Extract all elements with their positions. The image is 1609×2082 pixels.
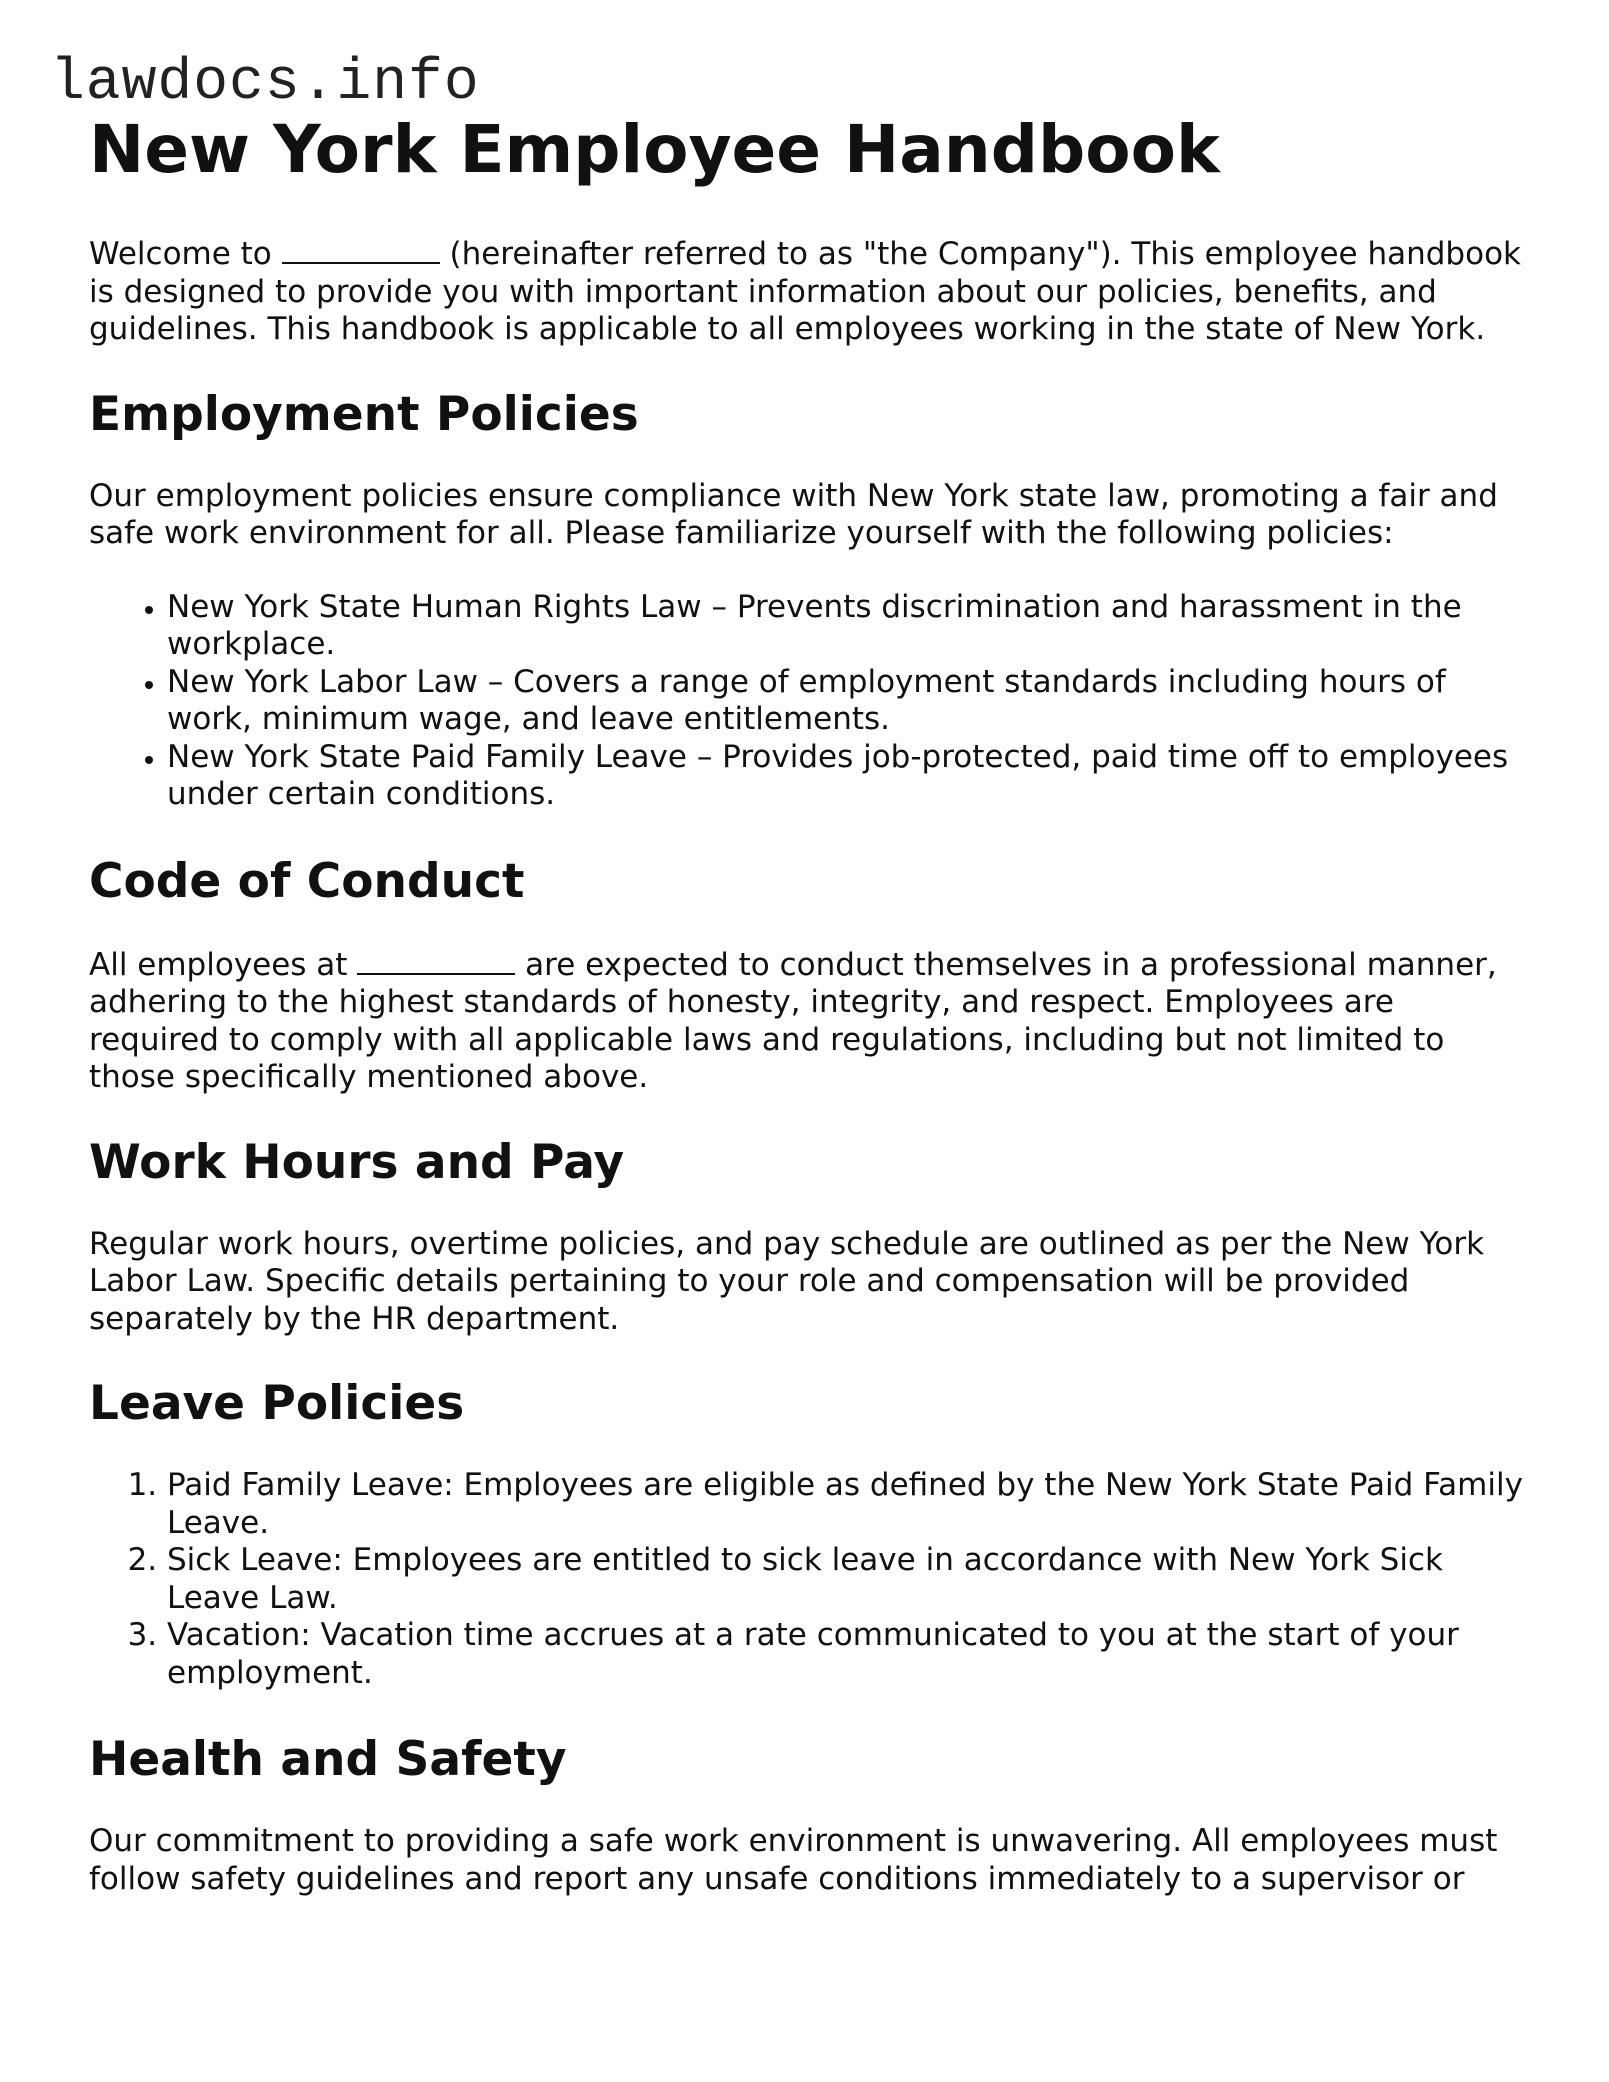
intro-text-end: (hereinafter referred to as "the Company"). This employee handbook is designed to provide you with important information about our policies, benefits, and guidelines. This handbook is applicable to all employees working in the state of New York. [89,236,1521,347]
work-hours-heading: Work Hours and Pay [89,1134,625,1190]
health-safety-text: Our commitment to providing a safe work environment is unwavering. All employees must follow safety guidelines and report any unsafe conditions immediately to a supervisor or [89,1823,1498,1897]
code-of-conduct-heading: Code of Conduct [89,853,525,909]
list-item: • New York State Human Rights Law – Prevents discrimination and harassment in the workplace. [167,589,1529,664]
leave-policies-list [89,1467,1529,1692]
list-item: • New York Labor Law – Covers a range of employment standards including hours of work, minimum wage, and leave entitlements. [167,664,1529,739]
intro-paragraph [89,234,1529,349]
leave-policies-heading: Leave Policies [89,1376,465,1431]
employment-policies-heading: Employment Policies [89,386,639,442]
conduct-text-end: are expected to conduct themselves in a professional manner, adhering to the highest standards of honesty, integrity, and respect. Employees are required to comply with all applicable laws and regulations, including but not limited to those specifically mentioned above. [89,946,1497,1095]
work-hours-text: Regular work hours, overtime policies, and pay schedule are outlined as per the New York Labor Law. Specific details pertaining to your role and compensation will be provided separately by the HR department. [89,1225,1485,1337]
health-safety-heading: Health and Safety [89,1732,567,1787]
company-name-blank [282,234,440,264]
company-name-blank [357,945,515,975]
code-of-conduct-text [89,945,1529,1097]
intro-text-start: Welcome to [89,236,282,272]
document-title: New York Employee Handbook [89,111,1220,188]
site-logo-text: lawdocs.info [50,51,480,116]
list-item: 3. Vacation: Vacation time accrues at a rate communicated to you at the start of your employment. [167,1617,1529,1692]
document-body [89,108,1529,1934]
list-item: • New York State Paid Family Leave – Provides job-protected, paid time off to employees under certain conditions. [167,739,1529,814]
conduct-text-start: All employees at [89,946,358,983]
employment-policies-list [89,589,1529,814]
list-item: 1. Paid Family Leave: Employees are eligible as defined by the New York State Paid Family Leave. [167,1467,1529,1542]
list-item: 2. Sick Leave: Employees are entitled to sick leave in accordance with New York Sick Leave Law. [167,1542,1529,1617]
employment-policies-text: Our employment policies ensure compliance with New York state law, promoting a fair and safe work environment for all. Please familiarize yourself with the following policies: [89,477,1498,551]
